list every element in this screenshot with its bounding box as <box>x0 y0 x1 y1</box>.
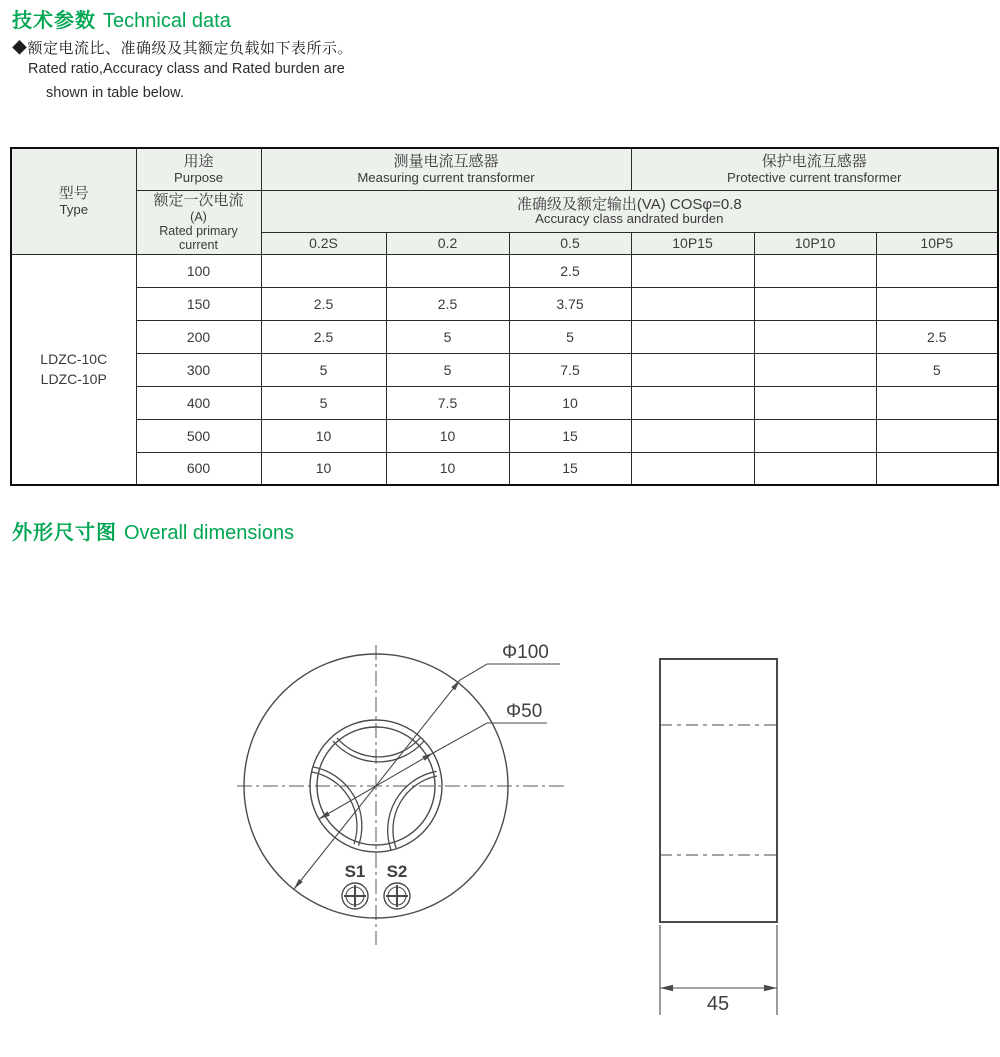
burden-cell: 2.5 <box>876 320 998 353</box>
header-protective-en: Protective current transformer <box>727 169 902 185</box>
header-measuring-en: Measuring current transformer <box>357 169 535 185</box>
burden-cell: 7.5 <box>509 353 631 386</box>
intro-note-en-line2: shown in table below. <box>46 85 184 101</box>
header-purpose <box>136 148 261 190</box>
current-cell: 100 <box>136 254 261 287</box>
burden-cell: 3.75 <box>509 287 631 320</box>
side-view <box>660 659 777 1015</box>
table-row <box>11 419 998 452</box>
burden-cell: 5 <box>386 353 509 386</box>
burden-cell: 2.5 <box>261 287 386 320</box>
current-cell: 150 <box>136 287 261 320</box>
table-row <box>11 254 998 287</box>
burden-cell <box>631 419 754 452</box>
burden-cell <box>261 254 386 287</box>
current-cell: 400 <box>136 386 261 419</box>
phi100-label: Φ100 <box>502 642 549 663</box>
burden-cell: 10 <box>261 419 386 452</box>
intro-bullet-zh: ◆额定电流比、准确级及其额定负载如下表所示。 <box>12 40 354 57</box>
burden-cell <box>876 287 998 320</box>
burden-cell <box>631 353 754 386</box>
terminal-s1-label: S1 <box>344 862 366 881</box>
front-view <box>237 642 568 945</box>
burden-cell: 2.5 <box>509 254 631 287</box>
burden-cell: 5 <box>261 353 386 386</box>
burden-cell: 10 <box>509 386 631 419</box>
current-cell: 500 <box>136 419 261 452</box>
burden-cell: 15 <box>509 452 631 485</box>
dimension-drawing <box>200 625 900 1045</box>
header-class-0-2s: 0.2S <box>261 232 386 254</box>
header-primary-current-unit: (A) <box>190 210 207 224</box>
header-purpose-zh: 用途 <box>183 152 214 170</box>
burden-cell <box>876 452 998 485</box>
terminal-s1-screw <box>342 883 368 909</box>
header-accuracy-burden-zh: 准确级及额定输出(VA) COSφ=0.8 <box>516 195 742 213</box>
burden-cell: 10 <box>261 452 386 485</box>
table-row <box>11 452 998 485</box>
burden-cell: 10 <box>386 419 509 452</box>
type-value-line2: LDZC-10P <box>40 371 107 388</box>
side-view-outline <box>660 659 777 922</box>
phi100-dimension <box>294 642 560 889</box>
current-cell: 200 <box>136 320 261 353</box>
header-class-0-2: 0.2 <box>386 232 509 254</box>
header-measuring-zh: 测量电流互感器 <box>393 152 499 170</box>
width-arrow-left <box>660 985 673 991</box>
burden-cell <box>754 320 876 353</box>
header-type <box>11 148 136 254</box>
width-dimension-label: 45 <box>706 993 730 1015</box>
intro-note-en-line1: Rated ratio,Accuracy class and Rated burden are <box>28 61 345 77</box>
header-purpose-en: Purpose <box>173 169 224 185</box>
burden-cell <box>386 254 509 287</box>
burden-cell: 5 <box>261 386 386 419</box>
phi50-arrow-lower <box>319 811 330 819</box>
header-primary-current-zh: 额定一次电流 <box>153 192 244 209</box>
burden-cell <box>876 419 998 452</box>
burden-cell <box>754 353 876 386</box>
burden-cell: 5 <box>509 320 631 353</box>
width-arrow-right <box>764 985 777 991</box>
burden-cell <box>754 386 876 419</box>
header-measuring <box>261 148 631 190</box>
burden-cell: 2.5 <box>261 320 386 353</box>
burden-cell <box>631 287 754 320</box>
header-accuracy-burden <box>261 190 998 232</box>
terminal-s2-label: S2 <box>386 862 408 881</box>
spec-table <box>10 147 999 486</box>
burden-cell <box>631 452 754 485</box>
burden-cell <box>631 320 754 353</box>
header-class-0-5: 0.5 <box>509 232 631 254</box>
burden-cell <box>631 386 754 419</box>
current-cell: 600 <box>136 452 261 485</box>
header-class-10p10: 10P10 <box>754 232 876 254</box>
header-class-10p15: 10P15 <box>631 232 754 254</box>
technical-data-title-en: Technical data <box>103 10 231 32</box>
burden-cell: 5 <box>876 353 998 386</box>
burden-cell: 10 <box>386 452 509 485</box>
burden-cell <box>631 254 754 287</box>
burden-cell <box>876 386 998 419</box>
overall-dimensions-title <box>12 516 294 545</box>
overall-dimensions-title-en: Overall dimensions <box>124 522 295 544</box>
width-dimension <box>660 925 777 1015</box>
table-row <box>11 320 998 353</box>
burden-cell: 5 <box>386 320 509 353</box>
header-type-zh: 型号 <box>58 184 89 202</box>
technical-data-title <box>12 4 231 33</box>
burden-cell: 15 <box>509 419 631 452</box>
header-accuracy-burden-en: Accuracy class andrated burden <box>535 210 724 226</box>
phi50-label: Φ50 <box>506 701 543 722</box>
burden-cell: 2.5 <box>386 287 509 320</box>
burden-cell <box>876 254 998 287</box>
burden-cell: 7.5 <box>386 386 509 419</box>
type-value-line1: LDZC-10C <box>40 350 108 367</box>
header-class-10p5: 10P5 <box>876 232 998 254</box>
burden-cell <box>754 452 876 485</box>
header-primary-current-en1: Rated primary <box>159 224 238 238</box>
header-primary-current-en2: current <box>179 238 218 252</box>
technical-data-title-zh: 技术参数 <box>12 10 96 32</box>
table-row <box>11 386 998 419</box>
burden-cell <box>754 254 876 287</box>
current-cell: 300 <box>136 353 261 386</box>
overall-dimensions-title-zh: 外形尺寸图 <box>12 522 117 544</box>
burden-cell <box>754 287 876 320</box>
type-value-cell <box>11 254 136 485</box>
burden-cell <box>754 419 876 452</box>
table-row <box>11 353 998 386</box>
header-protective-zh: 保护电流互感器 <box>761 152 867 170</box>
terminal-s2-screw <box>384 883 410 909</box>
header-type-en: Type <box>59 201 89 217</box>
phi50-arrow-upper <box>422 753 433 761</box>
header-primary-current <box>136 190 261 254</box>
table-row <box>11 287 998 320</box>
header-protective <box>631 148 998 190</box>
